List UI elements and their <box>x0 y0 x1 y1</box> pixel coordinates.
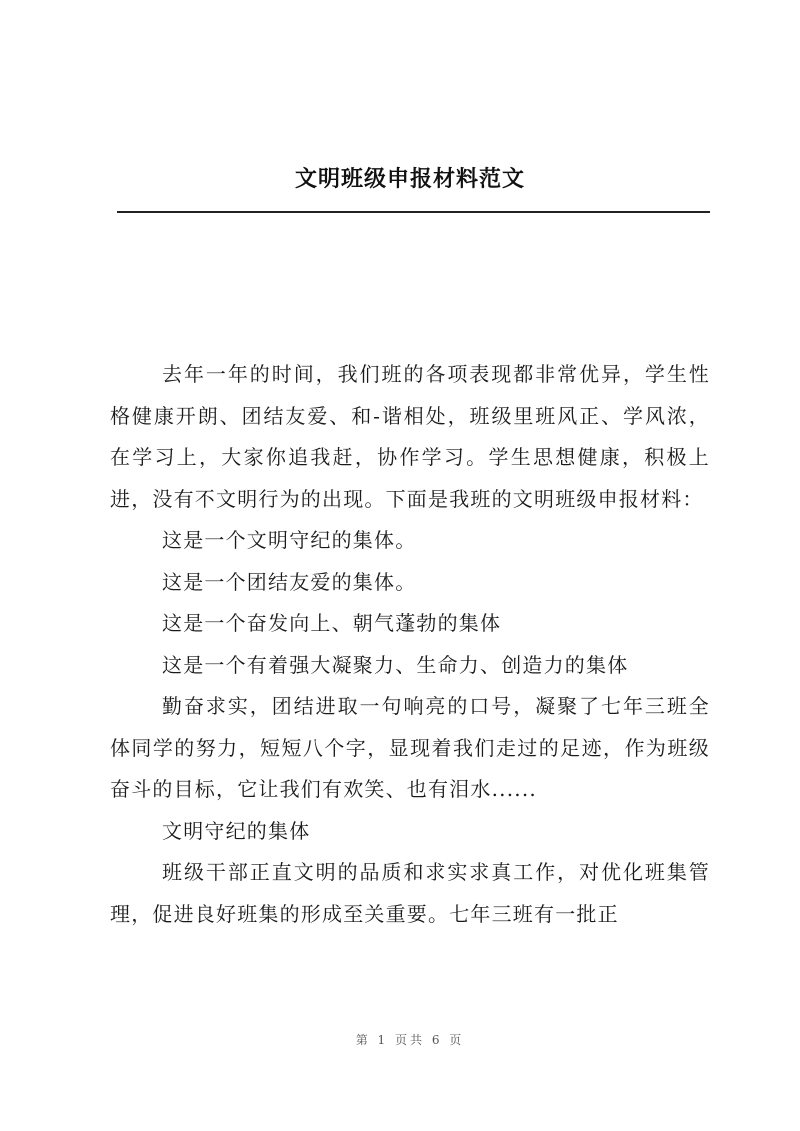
paragraph-point: 这是一个奋发向上、朝气蓬勃的集体 <box>162 611 502 635</box>
paragraph-point: 这是一个文明守纪的集体。 <box>162 528 417 552</box>
document-body <box>110 354 710 935</box>
paragraph-section: 班级干部正直文明的品质和求实求真工作，对优化班集管理，促进良好班集的形成至关重要。七年三班有一批正 <box>110 860 710 926</box>
paragraph-point: 这是一个有着强大凝聚力、生命力、创造力的集体 <box>162 652 629 677</box>
section-heading: 文明守纪的集体 <box>162 818 311 843</box>
paragraph-intro: 去年一年的时间，我们班的各项表现都非常优异，学生性格健康开朗、团结友爱、和-谐相处，班级里班风正、学风浓，在学习上，大家你追我赶，协作学习。学生思想健康，积极上进，没有不文明行为的出现。下面是我班的文明班级申报材料： <box>110 362 710 511</box>
paragraph-motto: 勤奋求实，团结进取一句响亮的口号，凝聚了七年三班全体同学的努力，短短八个字，显现着我们走过的足迹，作为班级奋斗的目标，它让我们有欢笑、也有泪水...... <box>110 694 710 801</box>
page-number: 第 1 页共 6 页 <box>355 1033 465 1047</box>
paragraph-point: 这是一个团结友爱的集体。 <box>162 569 417 594</box>
title-divider <box>117 211 710 213</box>
document-title: 文明班级申报材料范文 <box>294 167 525 192</box>
